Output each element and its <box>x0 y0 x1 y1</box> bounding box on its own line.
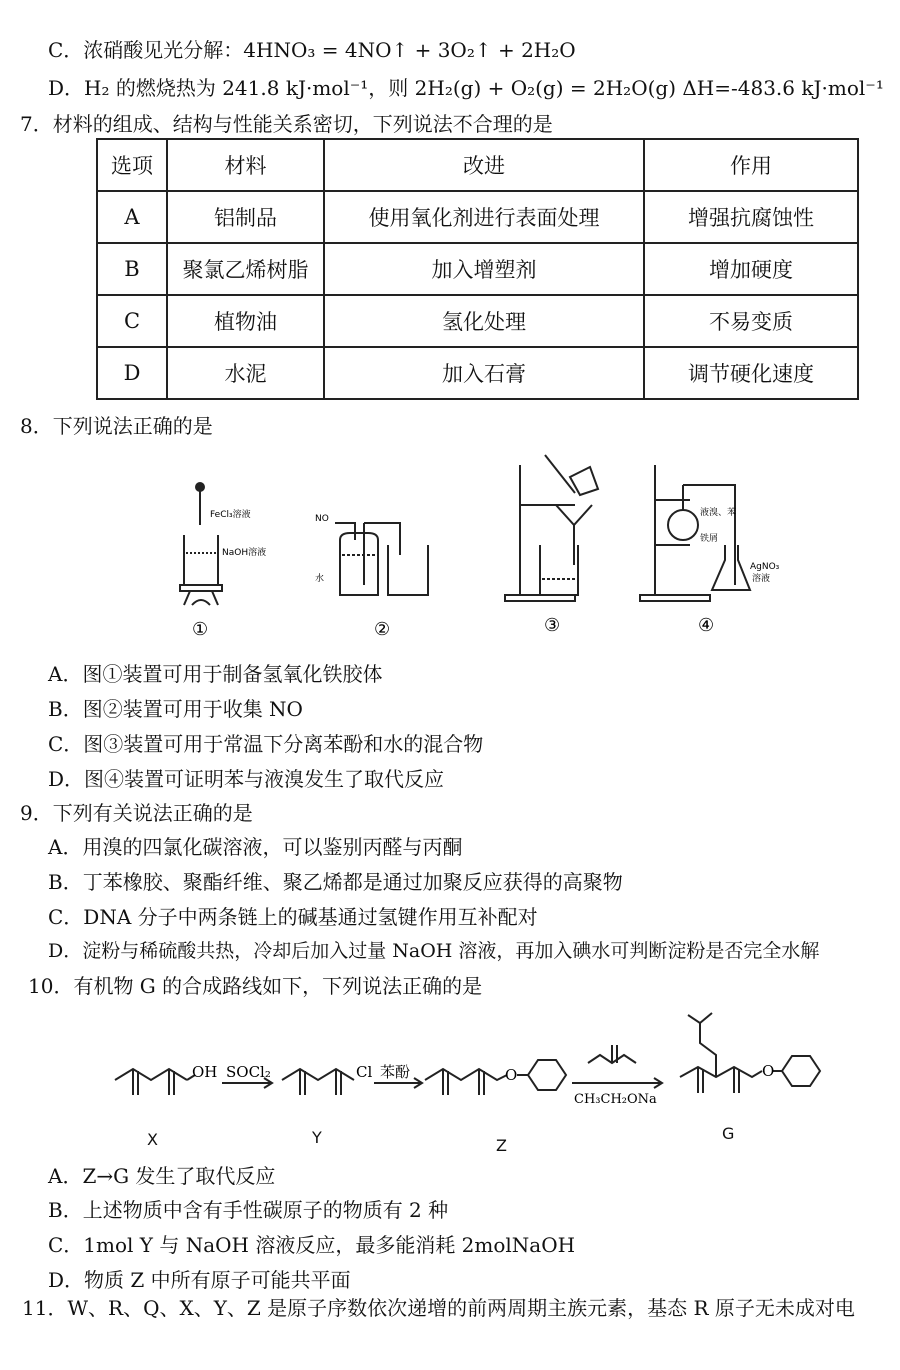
header-improvement: 改进 <box>324 139 644 191</box>
q8-option-a: A．图①装置可用于制备氢氧化铁胶体 <box>48 662 383 686</box>
cell: D <box>97 347 167 399</box>
cell: 调节硬化速度 <box>644 347 858 399</box>
cell: 加入增塑剂 <box>324 243 644 295</box>
z-ester-oxygen-label: O <box>505 1066 518 1084</box>
figure-label-2: ② <box>374 619 391 640</box>
table-row <box>97 295 858 347</box>
fig4-agno3-label: AgNO₃ <box>750 562 780 572</box>
q10-synthesis-route <box>0 1005 900 1145</box>
cell: B <box>97 243 167 295</box>
compound-g-skeleton <box>680 1067 762 1077</box>
q8-option-c: C．图③装置可用于常温下分离苯酚和水的混合物 <box>48 732 484 756</box>
cell: 植物油 <box>167 295 324 347</box>
g-ester-oxygen-label: O <box>762 1062 775 1080</box>
q7-stem: 7．材料的组成、结构与性能关系密切，下列说法不合理的是 <box>20 112 553 136</box>
x-hydroxyl-label: OH <box>192 1063 218 1081</box>
figure-label-4: ④ <box>698 615 715 636</box>
table-row <box>97 191 858 243</box>
cell: 不易变质 <box>644 295 858 347</box>
q10-stem: 10．有机物 G 的合成路线如下，下列说法正确的是 <box>28 974 483 998</box>
fig1-naoh-label: NaOH溶液 <box>222 548 267 558</box>
label-x: X <box>147 1130 158 1149</box>
header-option: 选项 <box>97 139 167 191</box>
table-header-row <box>97 139 858 191</box>
reagent-phenol: 苯酚 <box>380 1063 411 1081</box>
q9-stem: 9．下列有关说法正确的是 <box>20 801 253 825</box>
q8-stem: 8．下列说法正确的是 <box>20 414 213 438</box>
q9-option-c: C．DNA 分子中两条链上的碱基通过氢键作用互补配对 <box>48 905 538 929</box>
compound-z-skeleton <box>425 1069 507 1080</box>
label-g: G <box>722 1124 735 1143</box>
q6-option-d: D．H₂ 的燃烧热为 241.8 kJ·mol⁻¹，则 2H₂(g) + O₂(g) = 2H₂O(g) ΔH=-483.6 kJ·mol⁻¹ <box>48 76 884 100</box>
cell: A <box>97 191 167 243</box>
cell: 水泥 <box>167 347 324 399</box>
fig1-fecl3-label: FeCl₃溶液 <box>210 510 251 520</box>
figure-4-bromination <box>640 465 750 601</box>
figure-3-filtration <box>505 455 598 601</box>
fig4-liquid-label: 液溴、苯 <box>700 508 737 518</box>
q9-option-d: D．淀粉与稀硫酸共热，冷却后加入过量 NaOH 溶液，再加入碘水可判断淀粉是否完全水解 <box>48 940 820 962</box>
y-chlorine-label: Cl <box>356 1063 373 1081</box>
q7-table <box>96 138 859 400</box>
q8-apparatus-figures <box>0 445 900 645</box>
q10-option-d: D．物质 Z 中所有原子可能共平面 <box>48 1268 351 1292</box>
q10-option-b: B．上述物质中含有手性碳原子的物质有 2 种 <box>48 1198 449 1222</box>
table-row <box>97 347 858 399</box>
header-effect: 作用 <box>644 139 858 191</box>
figure-2-gas-collection <box>335 523 428 595</box>
reagent-sodium-ethoxide: CH₃CH₂ONa <box>574 1092 657 1107</box>
header-material: 材料 <box>167 139 324 191</box>
fig2-no-label: NO <box>315 514 329 524</box>
fig4-iron-label: 铁屑 <box>700 534 719 544</box>
fig2-water-label: 水 <box>315 574 325 584</box>
compound-x-skeleton <box>115 1069 187 1080</box>
fig4-solution-label: 溶液 <box>752 574 771 584</box>
compound-y-skeleton <box>282 1069 354 1080</box>
label-z: Z <box>496 1136 507 1155</box>
figure-label-3: ③ <box>544 615 561 636</box>
figure-label-1: ① <box>192 619 209 640</box>
q8-option-d: D．图④装置可证明苯与液溴发生了取代反应 <box>48 767 445 791</box>
label-y: Y <box>312 1128 322 1147</box>
cell: 增加硬度 <box>644 243 858 295</box>
table-row <box>97 243 858 295</box>
q10-option-a: A．Z→G 发生了取代反应 <box>48 1164 276 1188</box>
q9-option-b: B．丁苯橡胶、聚酯纤维、聚乙烯都是通过加聚反应获得的高聚物 <box>48 870 623 894</box>
q10-option-c: C．1mol Y 与 NaOH 溶液反应，最多能消耗 2molNaOH <box>48 1233 576 1257</box>
cell: C <box>97 295 167 347</box>
cell: 增强抗腐蚀性 <box>644 191 858 243</box>
cell: 使用氧化剂进行表面处理 <box>324 191 644 243</box>
cell: 加入石膏 <box>324 347 644 399</box>
q11-stem: 11．W、R、Q、X、Y、Z 是原子序数依次递增的前两周期主族元素，基态 R 原子无未成对电 <box>22 1296 855 1320</box>
q6-option-c: C．浓硝酸见光分解：4HNO₃ = 4NO↑ + 3O₂↑ + 2H₂O <box>48 38 576 62</box>
figure-1-heating-apparatus <box>180 483 222 605</box>
q8-option-b: B．图②装置可用于收集 NO <box>48 697 303 721</box>
cell: 氢化处理 <box>324 295 644 347</box>
cell: 铝制品 <box>167 191 324 243</box>
q9-option-a: A．用溴的四氯化碳溶液，可以鉴别丙醛与丙酮 <box>48 835 463 859</box>
cell: 聚氯乙烯树脂 <box>167 243 324 295</box>
reagent-socl2: SOCl₂ <box>226 1063 271 1081</box>
